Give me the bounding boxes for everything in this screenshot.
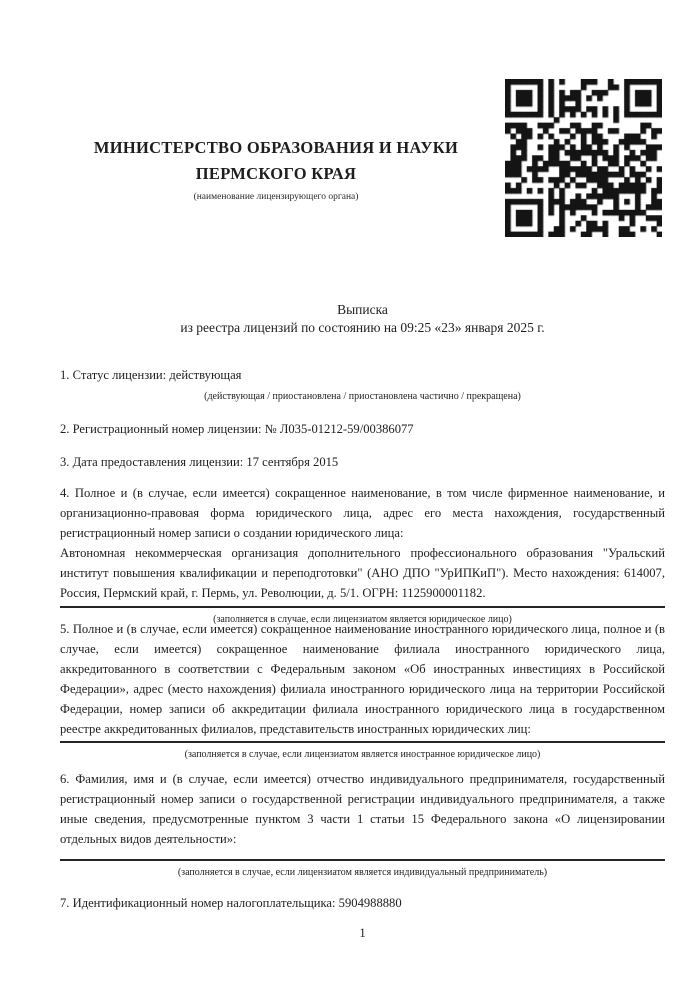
- field-note: (заполняется в случае, если лицензиатом является юридическое лицо): [213, 614, 512, 625]
- document-title: [60, 301, 665, 337]
- field-note: (заполняется в случае, если лицензиатом является иностранное юридическое лицо): [184, 749, 541, 760]
- blank-line-rule: [60, 859, 665, 861]
- field-registration-number: [60, 419, 665, 439]
- field-license-grant-date: [60, 452, 665, 472]
- field-value: Автономная некоммерческая организация дополнительного профессионального образования "Уральский институт повышения квалификации и переподготовки" (АНО ДПО "УрИПКиП"). Место нахождения: 614007, Россия, Пермский край, г. Пермь, ул. Революции, д. 5/1. ОГРН: 1125900001182.: [60, 546, 665, 600]
- ministry-name-line2: ПЕРМСКОГО КРАЯ: [195, 164, 357, 183]
- field-text: 5. Полное и (в случае, если имеется) сокращенное наименование иностранного юридического лица, полное и (в случае, если имеется) сокращенное наименование филиала иностранного юридического лица, аккредитованного в соответствии с Федеральным законом «Об иностранных инвестициях в Российской Федерации», адрес (место нахождения) филиала иностранного юридического лица на территории Российской Федерации, номер записи об аккредитации филиала иностранного юридического лица в государственном реестре аккредитованных филиалов, представительств иностранных юридических лиц:: [60, 622, 665, 736]
- field-foreign-entity-info: [60, 619, 665, 765]
- ministry-name-line1: МИНИСТЕРСТВО ОБРАЗОВАНИЯ И НАУКИ: [93, 138, 459, 157]
- field-text: 7. Идентификационный номер налогоплательщика: 5904988880: [60, 896, 402, 910]
- document-title-line1: Выписка: [337, 302, 388, 317]
- blank-line-rule: [60, 606, 665, 608]
- field-text: 1. Статус лицензии: действующая: [60, 368, 242, 382]
- field-text: 3. Дата предоставления лицензии: 17 сентября 2015: [60, 455, 339, 469]
- field-legal-entity-info: [60, 483, 665, 630]
- blank-line-rule: [60, 741, 665, 743]
- field-individual-entrepreneur-info: [60, 769, 665, 883]
- field-note: (действующая / приостановлена / приостановлена частично / прекращена): [204, 391, 521, 402]
- licensing-authority-caption: (наименование лицензирующего органа): [193, 192, 359, 202]
- document-title-line2: из реестра лицензий по состоянию на 09:25 «23» января 2025 г.: [180, 320, 545, 335]
- page-number: 1: [359, 926, 366, 940]
- field-text: 4. Полное и (в случае, если имеется) сокращенное наименование, в том числе фирменное наименование, и организационно-правовая форма юридического лица, адрес его места нахождения, государственный регистрационный номер записи о создании юридического лица:: [60, 486, 665, 540]
- field-taxpayer-id: [60, 893, 665, 913]
- field-text: 2. Регистрационный номер лицензии: № Л035-01212-59/00386077: [60, 422, 414, 436]
- field-text: 6. Фамилия, имя и (в случае, если имеется) отчество индивидуального предпринимателя, государственный регистрационный номер записи о государственной регистрации индивидуального предпринимателя, а также иные сведения, предусмотренные пунктом 3 части 1 статьи 15 Федерального закона «О лицензировании отдельных видов деятельности»:: [60, 772, 665, 846]
- qr-code-icon: [505, 79, 662, 237]
- licensing-authority-header: [60, 135, 492, 202]
- field-note: (заполняется в случае, если лицензиатом является индивидуальный предприниматель): [177, 867, 548, 878]
- field-license-status: [60, 365, 665, 407]
